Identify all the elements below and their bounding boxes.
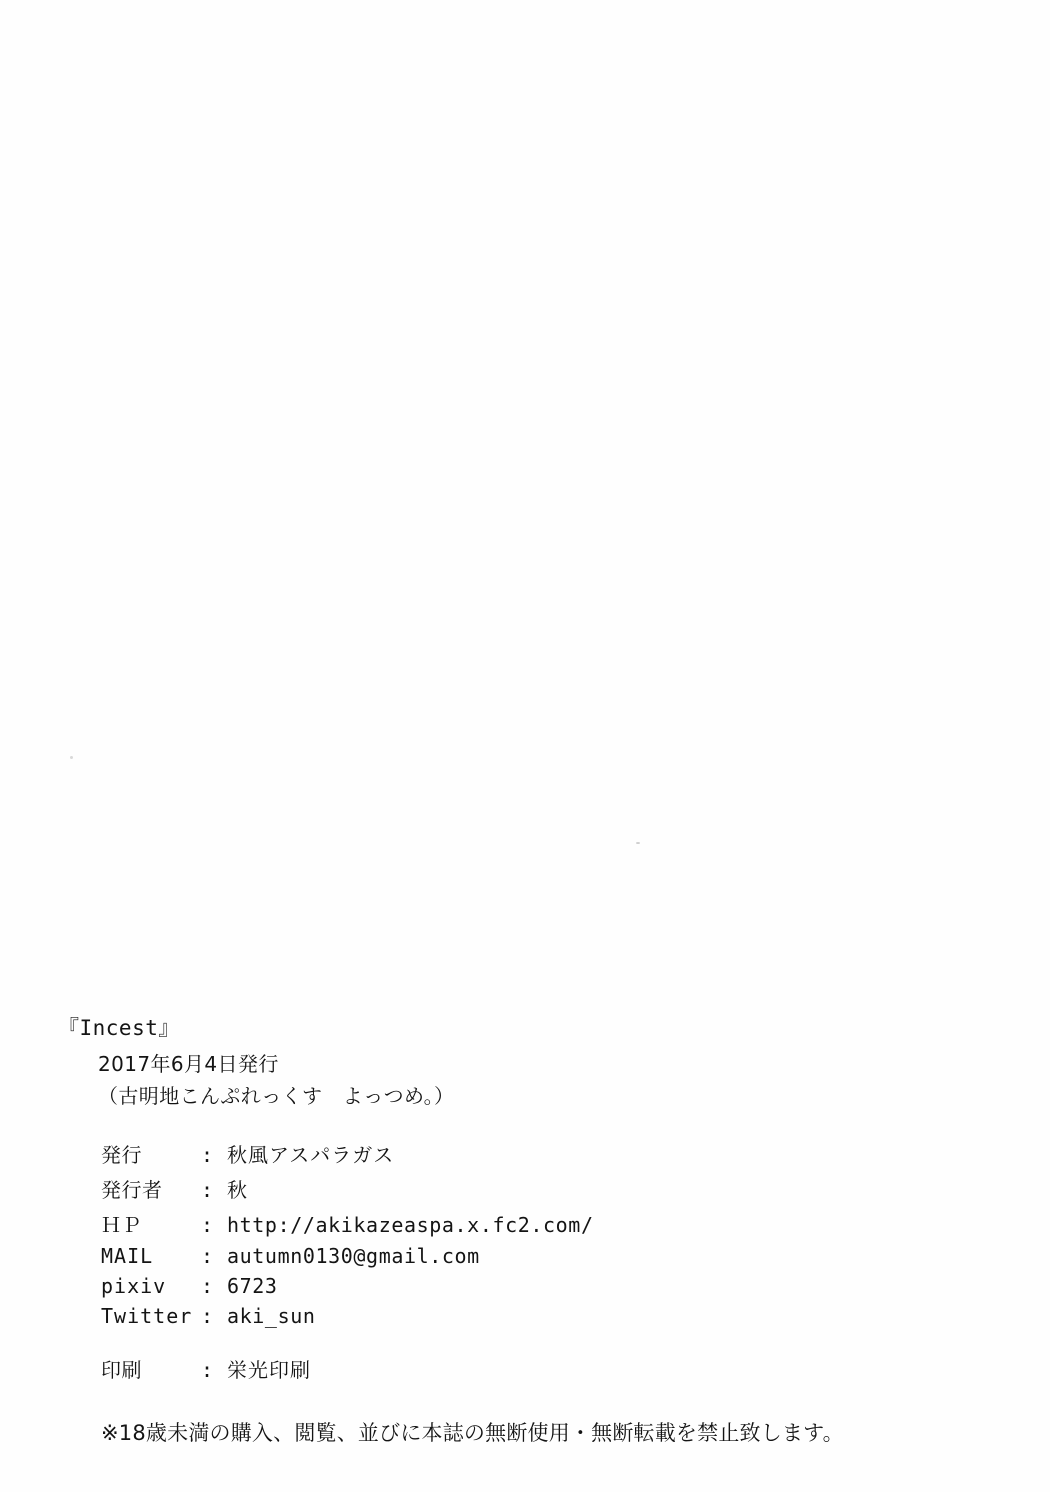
- info-row-pixiv: [101, 1274, 958, 1298]
- mail-address[interactable]: autumn0130@gmail.com: [227, 1244, 480, 1268]
- info-row-mail: [101, 1244, 958, 1268]
- info-label: ＨＰ: [101, 1213, 142, 1237]
- info-label: pixiv: [101, 1274, 167, 1298]
- imprint-info-list: [58, 1139, 958, 1328]
- scan-speck: [636, 842, 640, 844]
- scan-speck: [70, 756, 73, 759]
- pixiv-id[interactable]: 6723: [227, 1274, 278, 1298]
- info-value: 秋: [227, 1178, 248, 1202]
- info-row-author: [101, 1174, 958, 1203]
- twitter-handle[interactable]: aki_sun: [227, 1304, 316, 1328]
- info-label: 印刷: [101, 1358, 142, 1382]
- info-row-twitter: [101, 1304, 958, 1328]
- info-colon: :: [201, 1358, 214, 1382]
- info-row-printer: [101, 1354, 958, 1383]
- info-value: 秋風アスパラガス: [227, 1143, 395, 1167]
- info-label: MAIL: [101, 1244, 154, 1268]
- publish-date: 2017年6月4日発行: [98, 1052, 279, 1076]
- print-info: [58, 1354, 958, 1383]
- info-colon: :: [201, 1304, 214, 1328]
- info-label: 発行者: [101, 1178, 163, 1202]
- age-restriction-notice: ※18歳未満の購入、閲覧、並びに本誌の無断使用・無断転載を禁止致します。: [101, 1421, 844, 1445]
- homepage-url[interactable]: http://akikazeaspa.x.fc2.com/: [227, 1213, 594, 1237]
- colophon-block: [58, 1012, 958, 1447]
- info-label: Twitter: [101, 1304, 193, 1328]
- info-colon: :: [201, 1274, 214, 1298]
- info-label: 発行: [101, 1143, 142, 1167]
- info-value: 栄光印刷: [227, 1358, 311, 1382]
- info-row-publisher: [101, 1139, 958, 1168]
- info-row-homepage: [101, 1209, 958, 1238]
- doujin-title: 『Incest』: [58, 1016, 180, 1040]
- info-colon: :: [201, 1213, 214, 1237]
- info-colon: :: [201, 1143, 214, 1167]
- series-note: （古明地こんぷれっくす よっつめ。）: [98, 1084, 455, 1108]
- info-colon: :: [201, 1178, 214, 1202]
- info-colon: :: [201, 1244, 214, 1268]
